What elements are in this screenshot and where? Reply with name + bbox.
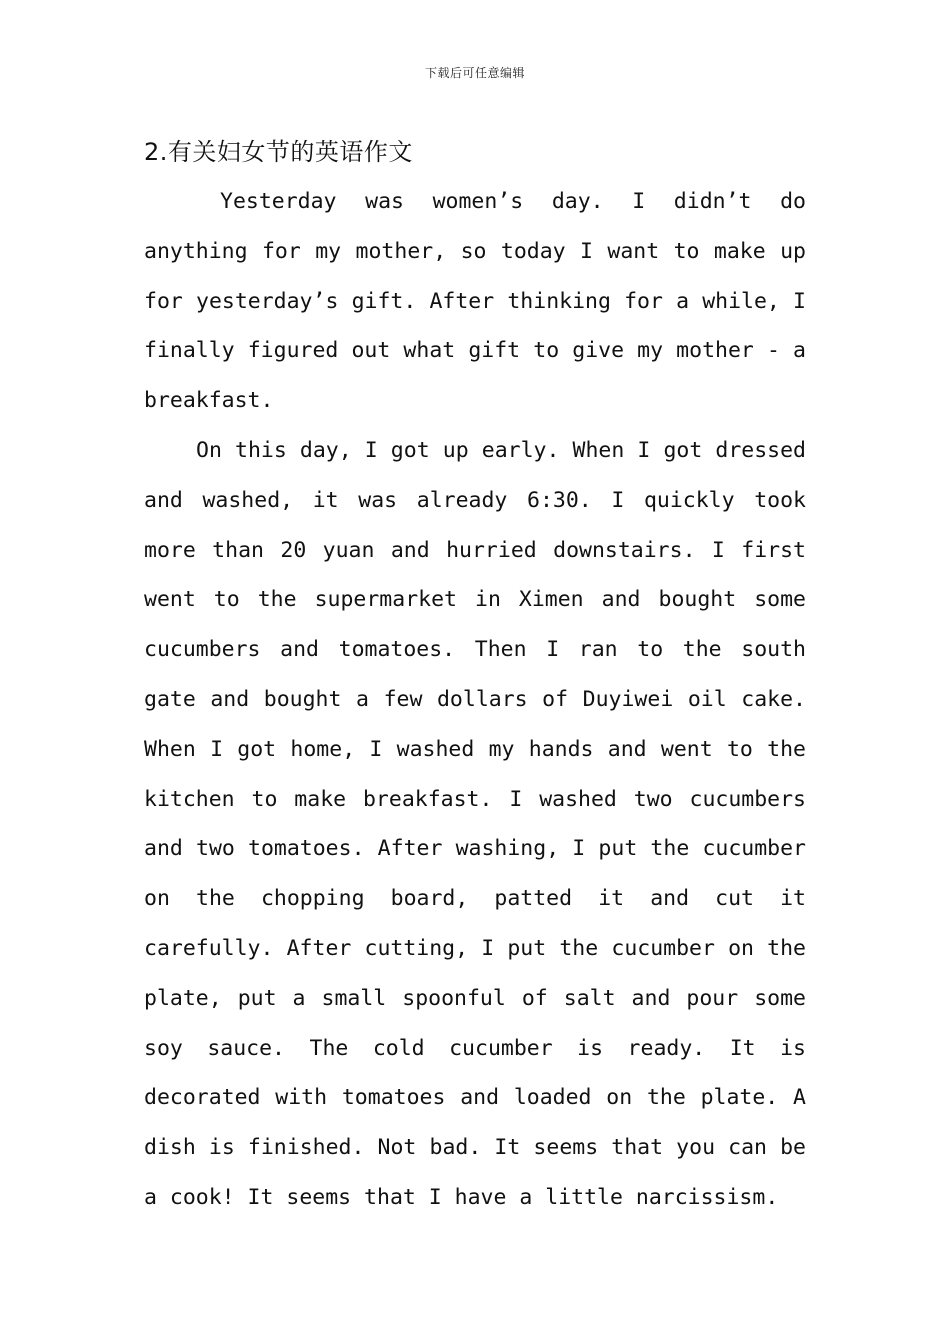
essay-title: 2.有关妇女节的英语作文 [144, 138, 413, 166]
paragraph: On this day, I got up early. When I got dressed and washed, it was already 6:30. I quickly took more than 20 yuan and hurried downstairs. I first went to the supermarket in Ximen and bought some cucumbers and tomatoes. Then I ran to the south gate and bought a few dollars of Duyiwei oil cake. When I got home, I washed my hands and went to the kitchen to make breakfast. I washed two cucumbers and two tomatoes. After washing, I put the cucumber on the chopping board, patted it and cut it carefully. After cutting, I put the cucumber on the plate, put a small spoonful of salt and pour some soy sauce. The cold cucumber is ready. It is decorated with tomatoes and loaded on the plate. A dish is finished. Not bad. It seems that you can be a cook! It seems that I have a little narcissism. [144, 437, 806, 1210]
paragraph: Yesterday was women’s day. I didn’t do anything for my mother, so today I want to make up for yesterday’s gift. After thinking for a while, I finally figured out what gift to give my mother - a breakfast. [144, 189, 806, 414]
essay-body [144, 177, 806, 1223]
header-note: 下载后可任意编辑 [424, 66, 525, 80]
